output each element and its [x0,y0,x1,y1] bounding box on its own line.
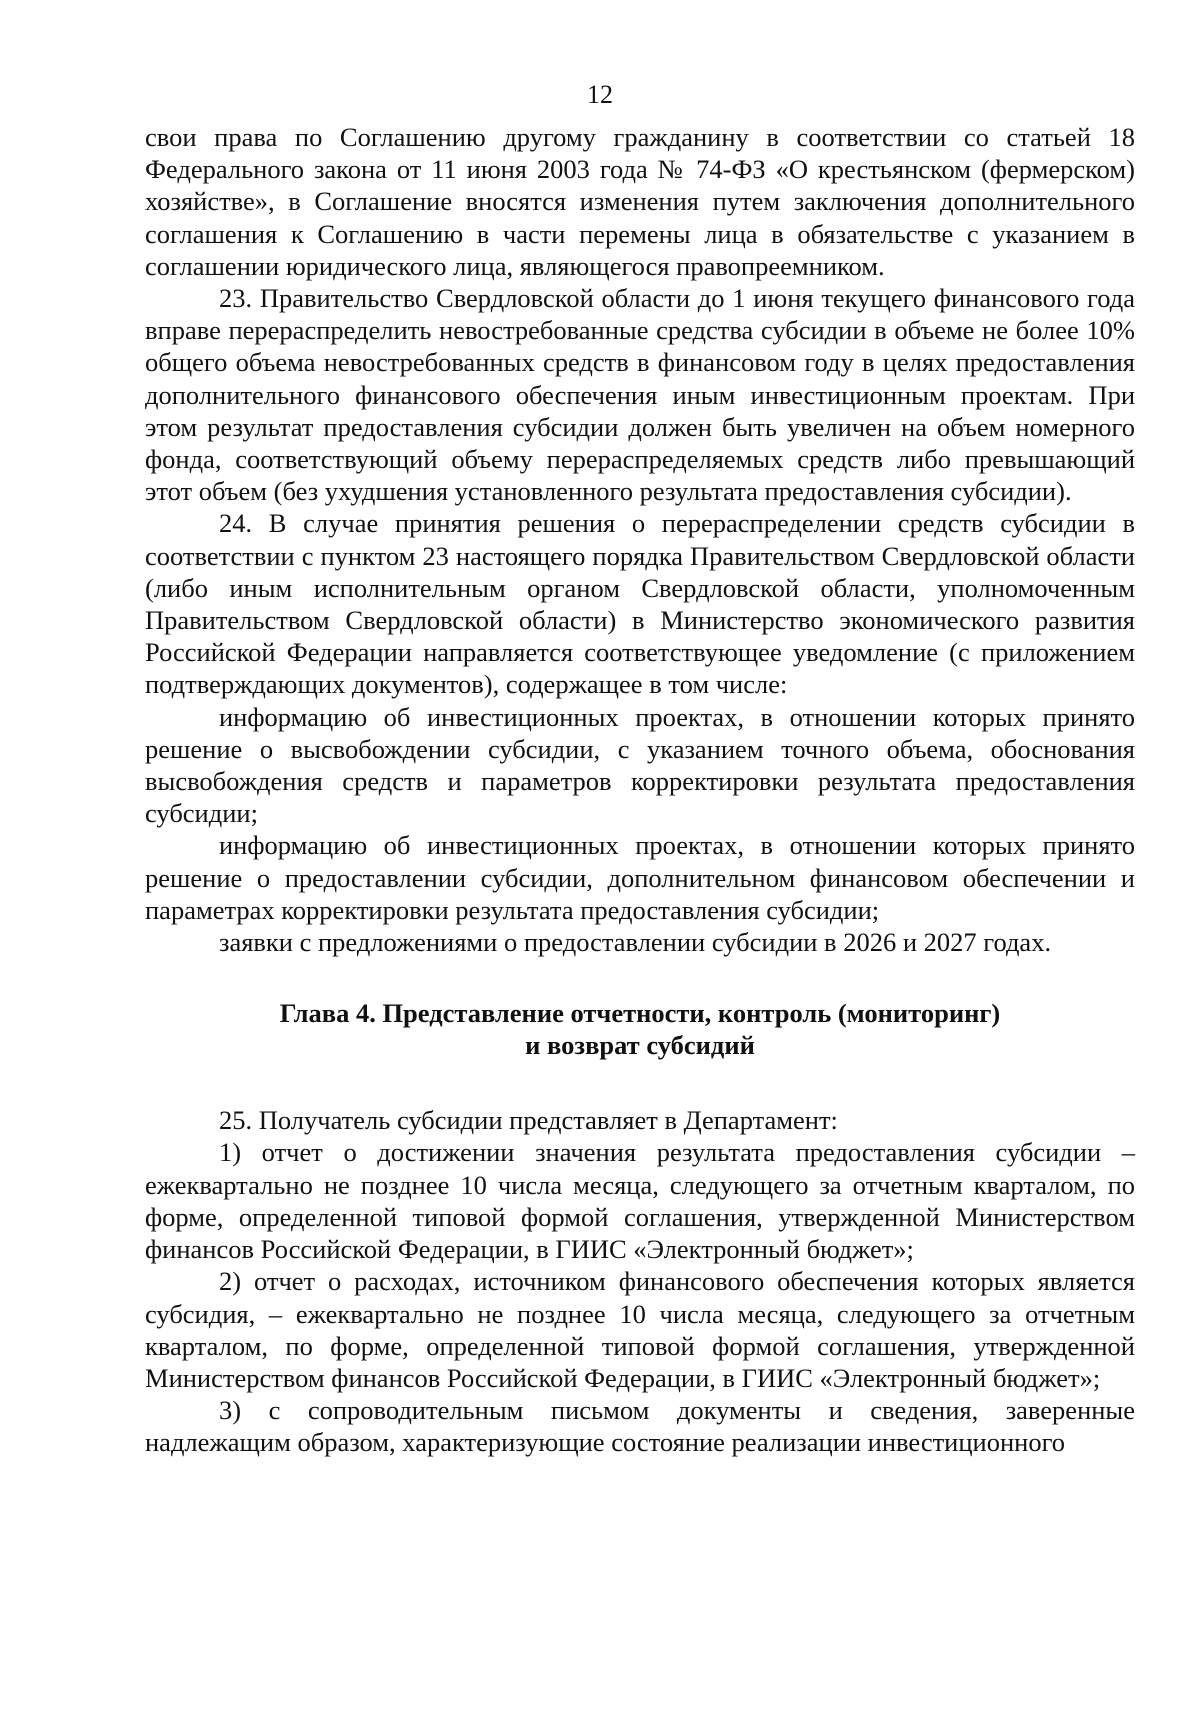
document-body [145,121,1135,1459]
paragraph-continuation: свои права по Соглашению другому гражданину в соответствии со статьей 18 Федерального закона от 11 июня 2003 года № 74-ФЗ «О крестьянском (фермерском) хозяйстве», в Соглашение вносятся изменения путем заключения дополнительного соглашения к Соглашению в части перемены лица в обязательстве с указанием в соглашении юридического лица, являющегося правопреемником. [145,122,1135,281]
chapter-heading [145,997,1135,1061]
paragraph-24-item-applications: заявки с предложениями о предоставлении субсидии в 2026 и 2027 годах. [219,927,1052,958]
chapter-heading-line-2: и возврат субсидий [525,1030,755,1061]
paragraph-24: 24. В случае принятия решения о перераспределении средств субсидии в соответствии с пунктом 23 настоящего порядка Правительством Свердловской области (либо иным исполнительным органом Свердловской области, уполномоченным Правительством Свердловской области) в Министерство экономического развития Российской Федерации направляется соответствующее уведомление (с приложением подтверждающих документов), содержащее в том числе: [145,508,1135,700]
paragraph-25-item-2: 2) отчет о расходах, источником финансового обеспечения которых является субсидия, – ежеквартально не позднее 10 числа месяца, следующего за отчетным кварталом, по форме, определенной типовой формой соглашения, утвержденной Министерством финансов Российской Федерации, в ГИИС «Электронный бюджет»; [145,1266,1135,1393]
paragraph-25-item-1: 1) отчет о достижении значения результата предоставления субсидии – ежеквартально не позднее 10 числа месяца, следующего за отчетным кварталом, по форме, определенной типовой формой соглашения, утвержденной Министерством финансов Российской Федерации, в ГИИС «Электронный бюджет»; [145,1137,1135,1265]
paragraph-25: 25. Получатель субсидии представляет в Департамент: [219,1105,838,1136]
paragraph-25-item-3: 3) с сопроводительным письмом документы и сведения, заверенные надлежащим образом, характеризующие состояние реализации инвестиционного [145,1395,1135,1458]
chapter-heading-line-1: Глава 4. Представление отчетности, контроль (мониторинг) [279,998,1001,1029]
paragraph-23: 23. Правительство Свердловской области до 1 июня текущего финансового года вправе перераспределить невостребованные средства субсидии в объеме не более 10% общего объема невостребованных средств в финансовом году в целях предоставления дополнительного финансового обеспечения иным инвестиционным проектам. При этом результат предоставления субсидии должен быть увеличен на объем номерного фонда, соответствующий объему перераспределяемых средств либо превышающий этот объем (без ухудшения установленного результата предоставления субсидии). [145,283,1135,507]
page-number: 12 [587,80,613,109]
paragraph-24-item-released: информацию об инвестиционных проектах, в отношении которых принято решение о высвобождении субсидии, с указанием точного объема, обоснования высвобождения средств и параметров корректировки результата предоставления субсидии; [145,701,1135,829]
paragraph-24-item-provided: информацию об инвестиционных проектах, в отношении которых принято решение о предоставлении субсидии, дополнительном финансовом обеспечении и параметрах корректировки результата предоставления субсидии; [145,830,1135,925]
